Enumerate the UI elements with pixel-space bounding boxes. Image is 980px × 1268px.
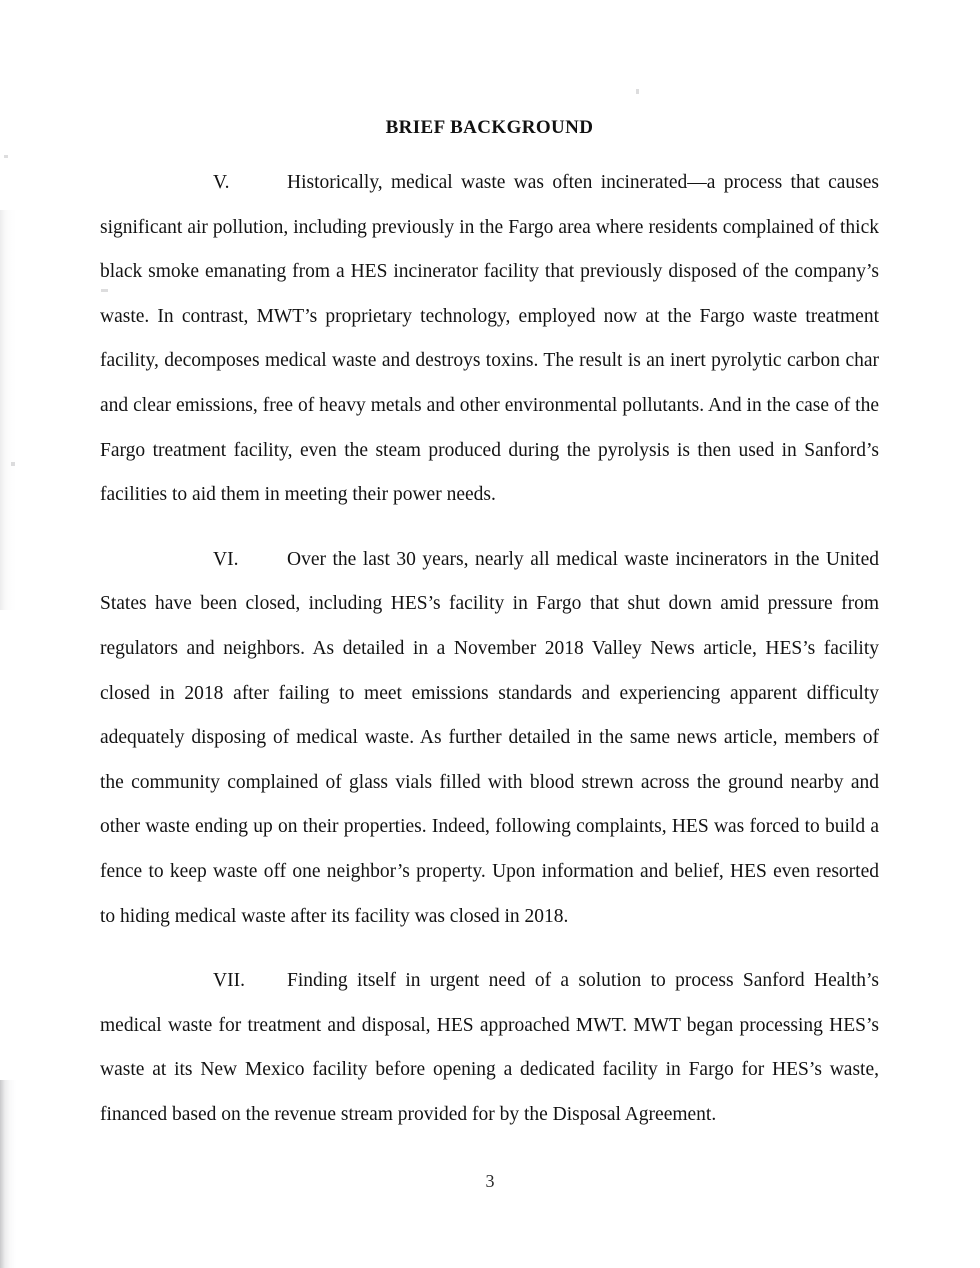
page-content: [100, 0, 879, 1137]
scan-speck: [11, 462, 15, 466]
scan-edge-artifact-upper: [0, 210, 16, 610]
paragraph-v: [100, 139, 879, 518]
paragraph-text-v: Historically, medical waste was often incinerated—a process that causes significant air pollution, including previously in the Fargo area where residents complained of thick black smoke emanating from a HES incinerator facility that previously disposed of the company’s waste. In contrast, MWT’s proprietary technology, employed now at the Fargo waste treatment facility, decomposes medical waste and destroys toxins. The result is an inert pyrolytic carbon char and clear emissions, free of heavy metals and other environmental pollutants. And in the case of the Fargo treatment facility, even the steam produced during the pyrolysis is then used in Sanford’s facilities to aid them in meeting their power needs.: [100, 172, 879, 506]
page-title: BRIEF BACKGROUND: [385, 117, 594, 138]
paragraph-text-vii: Finding itself in urgent need of a solution to process Sanford Health’s medical waste for treatment and disposal, HES approached MWT. MWT began processing HES’s waste at its New Mexico facility before opening a dedicated facility in Fargo for HES’s waste, financed based on the revenue stream provided for by the Disposal Agreement.: [100, 970, 879, 1125]
scan-speck: [4, 155, 8, 158]
paragraph-number-vii: VII.: [213, 970, 245, 992]
paragraph-vii: [100, 939, 879, 1137]
page-number: 3: [485, 1171, 495, 1191]
paragraph-number-v: V.: [213, 172, 230, 193]
paragraph-number-vi: VI.: [213, 548, 239, 570]
paragraph-vi: [100, 518, 879, 939]
paragraph-text-vi: Over the last 30 years, nearly all medical waste incinerators in the United States have been closed, including HES’s facility in Fargo that shut down amid pressure from regulators and neighbors. As detailed in a November 2018 Valley News article, HES’s facility closed in 2018 after failing to meet emissions standards and experiencing apparent difficulty adequately disposing of medical waste. As further detailed in the same news article, members of the community complained of glass vials filled with blood strewn across the ground nearby and other waste ending up on their properties. Indeed, following complaints, HES was forced to build a fence to keep waste off one neighbor’s property. Upon information and belief, HES even resorted to hiding medical waste after its facility was closed in 2018.: [100, 548, 879, 927]
